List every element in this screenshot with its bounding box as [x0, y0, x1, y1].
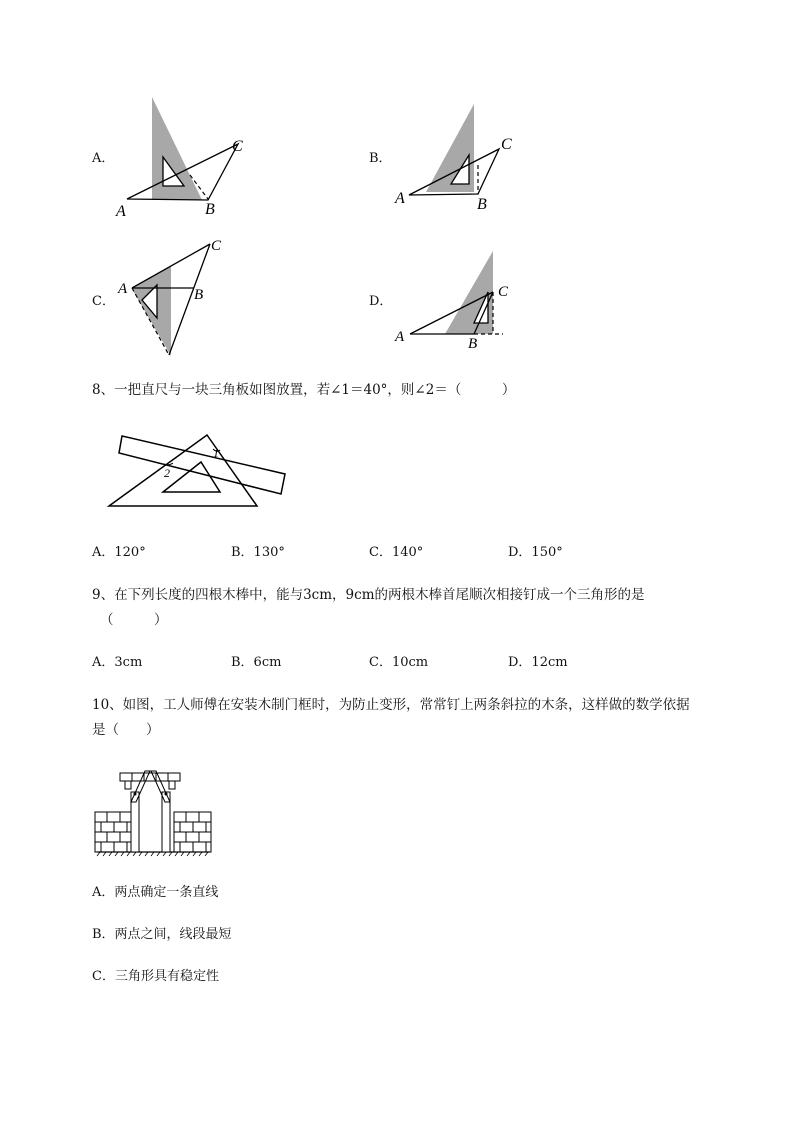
label-a-d: A: [395, 329, 405, 345]
label-c-a: C: [232, 138, 243, 155]
label-a-b: A: [395, 190, 405, 207]
top-beam: [120, 773, 180, 789]
angle-1-label: 1: [213, 446, 219, 460]
q8-choice-b: B．130°: [231, 545, 285, 560]
label-a-c: A: [118, 281, 128, 297]
q8-figure: [106, 405, 306, 515]
label-b-a: B: [205, 201, 215, 218]
q9-stem-line1: 9、在下列长度的四根木棒中，能与3cm，9cm的两根木棒首尾顺次相接钉成一个三角形的是: [92, 587, 645, 603]
angle-2-label: 2: [164, 466, 170, 480]
q9-choice-d: D．12cm: [508, 655, 568, 670]
q10-choice-b: B．两点之间，线段最短: [92, 927, 232, 942]
q9-stem-line2: （ ）: [100, 612, 168, 628]
ruler: [119, 436, 285, 494]
option-b-figure: [390, 100, 550, 230]
option-c-figure: [112, 236, 272, 366]
label-a-a: A: [116, 203, 126, 220]
label-b-c: B: [194, 287, 204, 303]
label-c-d: C: [498, 284, 509, 300]
label-c-b: C: [501, 136, 512, 153]
q8-choice-c: C．140°: [369, 545, 424, 560]
q8-stem: 8、一把直尺与一块三角板如图放置，若∠1＝40°，则∠2＝（ ）: [92, 382, 516, 398]
nail-left: [134, 793, 137, 796]
option-c-letter: C．: [92, 294, 115, 309]
q10-stem-line2: 是（ ）: [92, 722, 160, 738]
q10-door-frame-figure: [92, 768, 217, 858]
line-cb-c: [169, 244, 210, 355]
q10-choice-c: C．三角形具有稳定性: [92, 969, 219, 984]
q8-choice-a: A．120°: [92, 545, 146, 560]
label-b-d: B: [468, 336, 478, 352]
option-a-letter: A．: [92, 151, 115, 166]
q9-choice-c: C．10cm: [369, 655, 429, 670]
q10-stem-line1: 10、如图，工人师傅在安装木制门框时，为防止变形，常常钉上两条斜拉的木条，这样做的数学依据: [92, 697, 690, 713]
option-a-figure: [110, 95, 270, 225]
q9-choice-a: A．3cm: [92, 655, 143, 670]
q10-choice-a: A．两点确定一条直线: [92, 885, 219, 900]
left-brick-wall: [95, 812, 132, 852]
option-d-figure: [390, 240, 550, 370]
nail-right: [165, 793, 168, 796]
q9-choice-b: B．6cm: [231, 655, 282, 670]
option-b-letter: B．: [369, 151, 392, 166]
q8-choice-d: D．150°: [508, 545, 563, 560]
label-b-b: B: [477, 196, 487, 213]
outer-triangle: [109, 435, 257, 506]
label-c-c: C: [211, 238, 222, 254]
option-d-letter: D．: [369, 294, 393, 309]
right-brick-wall: [174, 812, 211, 852]
